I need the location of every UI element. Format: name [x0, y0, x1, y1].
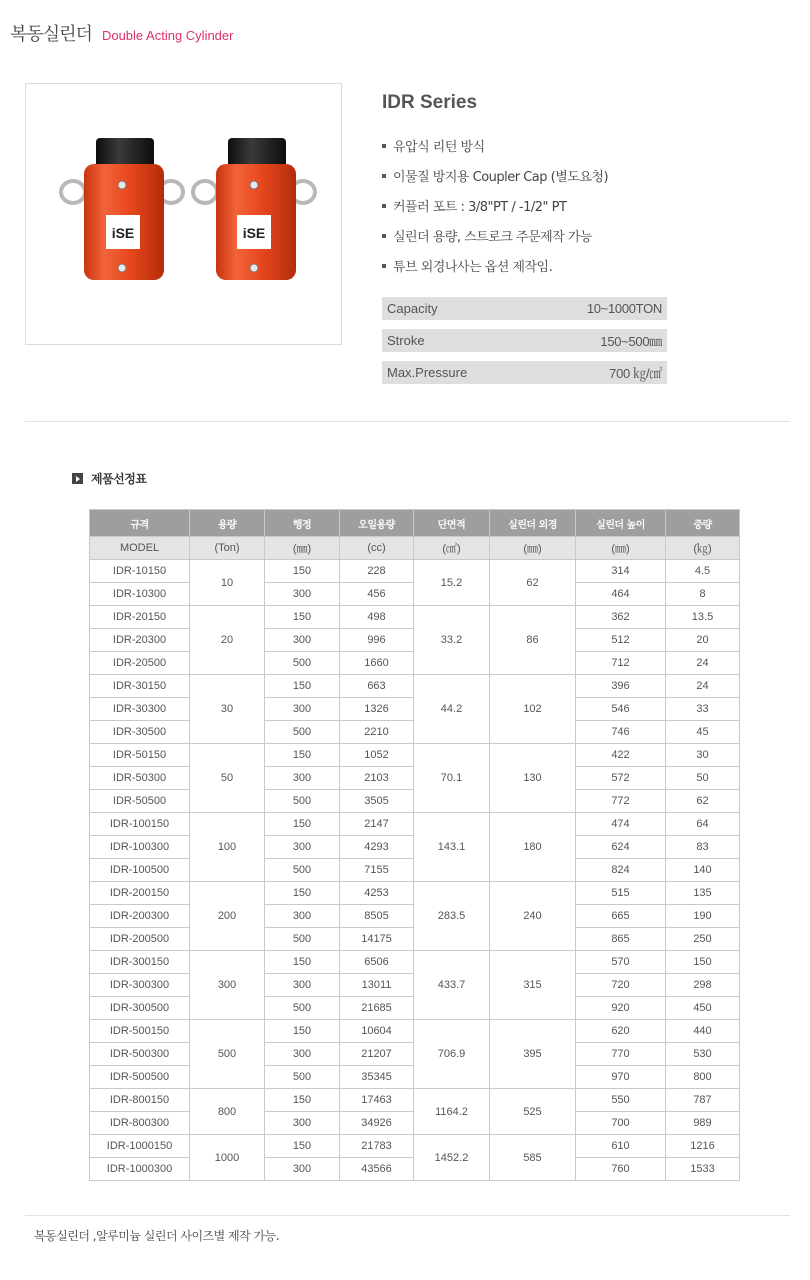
oil-capacity-cell: 663 — [340, 675, 414, 698]
model-cell: IDR-100500 — [90, 859, 190, 882]
weight-cell: 20 — [666, 629, 740, 652]
stroke-cell: 300 — [265, 1043, 340, 1066]
column-unit: (㎜) — [265, 537, 340, 560]
spec-value: 10~1000TON — [586, 301, 662, 316]
height-cell: 572 — [576, 767, 666, 790]
stroke-cell: 300 — [265, 974, 340, 997]
height-cell: 720 — [576, 974, 666, 997]
oil-capacity-cell: 21783 — [340, 1135, 414, 1158]
oil-capacity-cell: 2147 — [340, 813, 414, 836]
model-cell: IDR-30300 — [90, 698, 190, 721]
weight-cell: 530 — [666, 1043, 740, 1066]
area-cell: 70.1 — [414, 744, 490, 813]
weight-cell: 45 — [666, 721, 740, 744]
product-image — [25, 83, 342, 345]
outer-diameter-cell: 130 — [490, 744, 576, 813]
height-cell: 920 — [576, 997, 666, 1020]
stroke-cell: 500 — [265, 859, 340, 882]
model-cell: IDR-200150 — [90, 882, 190, 905]
column-header: 중량 — [666, 510, 740, 537]
weight-cell: 50 — [666, 767, 740, 790]
table-row — [90, 560, 740, 583]
capacity-cell: 300 — [190, 951, 265, 1020]
model-cell: IDR-200300 — [90, 905, 190, 928]
stroke-cell: 300 — [265, 905, 340, 928]
oil-capacity-cell: 228 — [340, 560, 414, 583]
selection-table — [89, 509, 740, 1181]
selection-table-title: 제품선정표 — [91, 472, 147, 486]
height-cell: 760 — [576, 1158, 666, 1181]
feature-item — [382, 257, 608, 287]
page-title — [10, 20, 233, 48]
model-cell: IDR-500500 — [90, 1066, 190, 1089]
height-cell: 464 — [576, 583, 666, 606]
table-row — [90, 675, 740, 698]
oil-capacity-cell: 4253 — [340, 882, 414, 905]
area-cell: 143.1 — [414, 813, 490, 882]
weight-cell: 150 — [666, 951, 740, 974]
stroke-cell: 300 — [265, 583, 340, 606]
spec-label: Capacity — [387, 301, 438, 316]
stroke-cell: 150 — [265, 882, 340, 905]
footer-note: 복동실린더 ,알루미늄 실린더 사이즈별 제작 가능. — [34, 1229, 280, 1243]
stroke-cell: 150 — [265, 1089, 340, 1112]
height-cell: 824 — [576, 859, 666, 882]
stroke-cell: 150 — [265, 951, 340, 974]
height-cell: 362 — [576, 606, 666, 629]
model-cell: IDR-50300 — [90, 767, 190, 790]
stroke-cell: 300 — [265, 1158, 340, 1181]
height-cell: 746 — [576, 721, 666, 744]
spec-row — [382, 361, 667, 384]
area-cell: 44.2 — [414, 675, 490, 744]
capacity-cell: 800 — [190, 1089, 265, 1135]
height-cell: 546 — [576, 698, 666, 721]
selection-table-heading — [72, 470, 146, 487]
model-cell: IDR-50150 — [90, 744, 190, 767]
table-row — [90, 951, 740, 974]
height-cell: 570 — [576, 951, 666, 974]
spec-label: Max.Pressure — [387, 365, 468, 380]
model-cell: IDR-200500 — [90, 928, 190, 951]
arrow-right-icon — [72, 473, 83, 484]
feature-item — [382, 167, 608, 197]
bullet-icon — [382, 144, 386, 148]
feature-item — [382, 137, 608, 167]
outer-diameter-cell: 86 — [490, 606, 576, 675]
outer-diameter-cell: 240 — [490, 882, 576, 951]
table-header-row — [90, 510, 740, 537]
column-header: 규격 — [90, 510, 190, 537]
feature-text: 커플러 포트 : 3/8"PT / -1/2" PT — [393, 200, 567, 215]
capacity-cell: 500 — [190, 1020, 265, 1089]
oil-capacity-cell: 21685 — [340, 997, 414, 1020]
cylinder-illustration — [26, 84, 343, 346]
weight-cell: 62 — [666, 790, 740, 813]
model-cell: IDR-300300 — [90, 974, 190, 997]
logo-right: iSE — [242, 225, 266, 241]
oil-capacity-cell: 21207 — [340, 1043, 414, 1066]
model-cell: IDR-50500 — [90, 790, 190, 813]
weight-cell: 450 — [666, 997, 740, 1020]
feature-text: 튜브 외경나사는 옵션 제작임. — [393, 260, 553, 275]
feature-text: 실린더 용량, 스트로크 주문제작 가능 — [393, 230, 593, 245]
capacity-cell: 1000 — [190, 1135, 265, 1181]
outer-diameter-cell: 102 — [490, 675, 576, 744]
stroke-cell: 300 — [265, 629, 340, 652]
column-unit: (cc) — [340, 537, 414, 560]
column-header: 용량 — [190, 510, 265, 537]
spec-label: Stroke — [387, 333, 425, 348]
model-cell: IDR-1000150 — [90, 1135, 190, 1158]
column-header: 단면적 — [414, 510, 490, 537]
height-cell: 712 — [576, 652, 666, 675]
column-header: 실린더 외경 — [490, 510, 576, 537]
model-cell: IDR-100300 — [90, 836, 190, 859]
stroke-cell: 500 — [265, 721, 340, 744]
table-row — [90, 1135, 740, 1158]
model-cell: IDR-10150 — [90, 560, 190, 583]
weight-cell: 250 — [666, 928, 740, 951]
outer-diameter-cell: 395 — [490, 1020, 576, 1089]
weight-cell: 1533 — [666, 1158, 740, 1181]
spec-value: 700 ㎏/㎠ — [609, 366, 662, 381]
oil-capacity-cell: 3505 — [340, 790, 414, 813]
column-header: 행정 — [265, 510, 340, 537]
weight-cell: 4.5 — [666, 560, 740, 583]
area-cell: 706.9 — [414, 1020, 490, 1089]
weight-cell: 1216 — [666, 1135, 740, 1158]
section-divider — [25, 421, 790, 422]
oil-capacity-cell: 43566 — [340, 1158, 414, 1181]
height-cell: 515 — [576, 882, 666, 905]
bullet-icon — [382, 204, 386, 208]
column-header: 오일용량 — [340, 510, 414, 537]
model-cell: IDR-800150 — [90, 1089, 190, 1112]
weight-cell: 13.5 — [666, 606, 740, 629]
table-row — [90, 744, 740, 767]
weight-cell: 298 — [666, 974, 740, 997]
height-cell: 474 — [576, 813, 666, 836]
page-title-english: Double Acting Cylinder — [101, 28, 234, 43]
outer-diameter-cell: 315 — [490, 951, 576, 1020]
model-cell: IDR-300500 — [90, 997, 190, 1020]
column-header: 실린더 높이 — [576, 510, 666, 537]
model-cell: IDR-10300 — [90, 583, 190, 606]
oil-capacity-cell: 456 — [340, 583, 414, 606]
model-cell: IDR-20300 — [90, 629, 190, 652]
model-cell: IDR-20150 — [90, 606, 190, 629]
bullet-icon — [382, 234, 386, 238]
weight-cell: 30 — [666, 744, 740, 767]
oil-capacity-cell: 13011 — [340, 974, 414, 997]
oil-capacity-cell: 8505 — [340, 905, 414, 928]
oil-capacity-cell: 34926 — [340, 1112, 414, 1135]
capacity-cell: 200 — [190, 882, 265, 951]
stroke-cell: 500 — [265, 997, 340, 1020]
spec-summary — [382, 297, 667, 393]
oil-capacity-cell: 17463 — [340, 1089, 414, 1112]
stroke-cell: 150 — [265, 1020, 340, 1043]
area-cell: 33.2 — [414, 606, 490, 675]
stroke-cell: 500 — [265, 652, 340, 675]
stroke-cell: 150 — [265, 813, 340, 836]
weight-cell: 800 — [666, 1066, 740, 1089]
model-cell: IDR-20500 — [90, 652, 190, 675]
stroke-cell: 300 — [265, 836, 340, 859]
model-cell: IDR-500300 — [90, 1043, 190, 1066]
oil-capacity-cell: 2210 — [340, 721, 414, 744]
oil-capacity-cell: 1052 — [340, 744, 414, 767]
weight-cell: 24 — [666, 652, 740, 675]
stroke-cell: 300 — [265, 698, 340, 721]
outer-diameter-cell: 180 — [490, 813, 576, 882]
table-row — [90, 1089, 740, 1112]
weight-cell: 140 — [666, 859, 740, 882]
oil-capacity-cell: 14175 — [340, 928, 414, 951]
height-cell: 422 — [576, 744, 666, 767]
area-cell: 15.2 — [414, 560, 490, 606]
weight-cell: 135 — [666, 882, 740, 905]
table-row — [90, 882, 740, 905]
stroke-cell: 500 — [265, 790, 340, 813]
table-row — [90, 813, 740, 836]
capacity-cell: 20 — [190, 606, 265, 675]
stroke-cell: 150 — [265, 744, 340, 767]
area-cell: 433.7 — [414, 951, 490, 1020]
weight-cell: 787 — [666, 1089, 740, 1112]
stroke-cell: 150 — [265, 675, 340, 698]
height-cell: 665 — [576, 905, 666, 928]
capacity-cell: 50 — [190, 744, 265, 813]
area-cell: 1452.2 — [414, 1135, 490, 1181]
table-row — [90, 1020, 740, 1043]
oil-capacity-cell: 7155 — [340, 859, 414, 882]
outer-diameter-cell: 62 — [490, 560, 576, 606]
height-cell: 550 — [576, 1089, 666, 1112]
column-unit: (㎠) — [414, 537, 490, 560]
weight-cell: 8 — [666, 583, 740, 606]
model-cell: IDR-30150 — [90, 675, 190, 698]
oil-capacity-cell: 1660 — [340, 652, 414, 675]
oil-capacity-cell: 498 — [340, 606, 414, 629]
model-cell: IDR-1000300 — [90, 1158, 190, 1181]
stroke-cell: 150 — [265, 606, 340, 629]
model-cell: IDR-500150 — [90, 1020, 190, 1043]
oil-capacity-cell: 35345 — [340, 1066, 414, 1089]
column-unit: MODEL — [90, 537, 190, 560]
stroke-cell: 300 — [265, 767, 340, 790]
capacity-cell: 100 — [190, 813, 265, 882]
column-unit: (Ton) — [190, 537, 265, 560]
height-cell: 314 — [576, 560, 666, 583]
height-cell: 610 — [576, 1135, 666, 1158]
spec-value: 150~500㎜ — [600, 334, 662, 349]
stroke-cell: 150 — [265, 1135, 340, 1158]
oil-capacity-cell: 1326 — [340, 698, 414, 721]
feature-text: 유압식 리턴 방식 — [393, 140, 485, 155]
area-cell: 1164.2 — [414, 1089, 490, 1135]
capacity-cell: 30 — [190, 675, 265, 744]
height-cell: 396 — [576, 675, 666, 698]
cylinder-right — [193, 138, 315, 280]
weight-cell: 440 — [666, 1020, 740, 1043]
stroke-cell: 500 — [265, 1066, 340, 1089]
page-title-korean: 복동실린더 — [10, 24, 92, 45]
spec-row — [382, 329, 667, 352]
oil-capacity-cell: 2103 — [340, 767, 414, 790]
weight-cell: 24 — [666, 675, 740, 698]
feature-text: 이물질 방지용 Coupler Cap (별도요청) — [393, 170, 609, 185]
feature-item — [382, 227, 608, 257]
height-cell: 624 — [576, 836, 666, 859]
stroke-cell: 500 — [265, 928, 340, 951]
weight-cell: 64 — [666, 813, 740, 836]
height-cell: 770 — [576, 1043, 666, 1066]
height-cell: 512 — [576, 629, 666, 652]
bullet-icon — [382, 264, 386, 268]
spec-row — [382, 297, 667, 320]
capacity-cell: 10 — [190, 560, 265, 606]
stroke-cell: 150 — [265, 560, 340, 583]
feature-item — [382, 197, 608, 227]
oil-capacity-cell: 10604 — [340, 1020, 414, 1043]
model-cell: IDR-30500 — [90, 721, 190, 744]
stroke-cell: 300 — [265, 1112, 340, 1135]
table-unit-row — [90, 537, 740, 560]
series-title: IDR Series — [382, 92, 478, 113]
area-cell: 283.5 — [414, 882, 490, 951]
model-cell: IDR-800300 — [90, 1112, 190, 1135]
footer-divider — [25, 1215, 790, 1216]
bullet-icon — [382, 174, 386, 178]
outer-diameter-cell: 585 — [490, 1135, 576, 1181]
height-cell: 620 — [576, 1020, 666, 1043]
logo-left: iSE — [111, 225, 135, 241]
oil-capacity-cell: 996 — [340, 629, 414, 652]
weight-cell: 989 — [666, 1112, 740, 1135]
weight-cell: 83 — [666, 836, 740, 859]
height-cell: 772 — [576, 790, 666, 813]
cylinder-left — [61, 138, 183, 280]
column-unit: (㎜) — [576, 537, 666, 560]
height-cell: 700 — [576, 1112, 666, 1135]
feature-list — [382, 137, 608, 287]
table-row — [90, 606, 740, 629]
oil-capacity-cell: 6506 — [340, 951, 414, 974]
height-cell: 865 — [576, 928, 666, 951]
outer-diameter-cell: 525 — [490, 1089, 576, 1135]
column-unit: (㎜) — [490, 537, 576, 560]
oil-capacity-cell: 4293 — [340, 836, 414, 859]
weight-cell: 33 — [666, 698, 740, 721]
weight-cell: 190 — [666, 905, 740, 928]
height-cell: 970 — [576, 1066, 666, 1089]
model-cell: IDR-100150 — [90, 813, 190, 836]
model-cell: IDR-300150 — [90, 951, 190, 974]
column-unit: (㎏) — [666, 537, 740, 560]
